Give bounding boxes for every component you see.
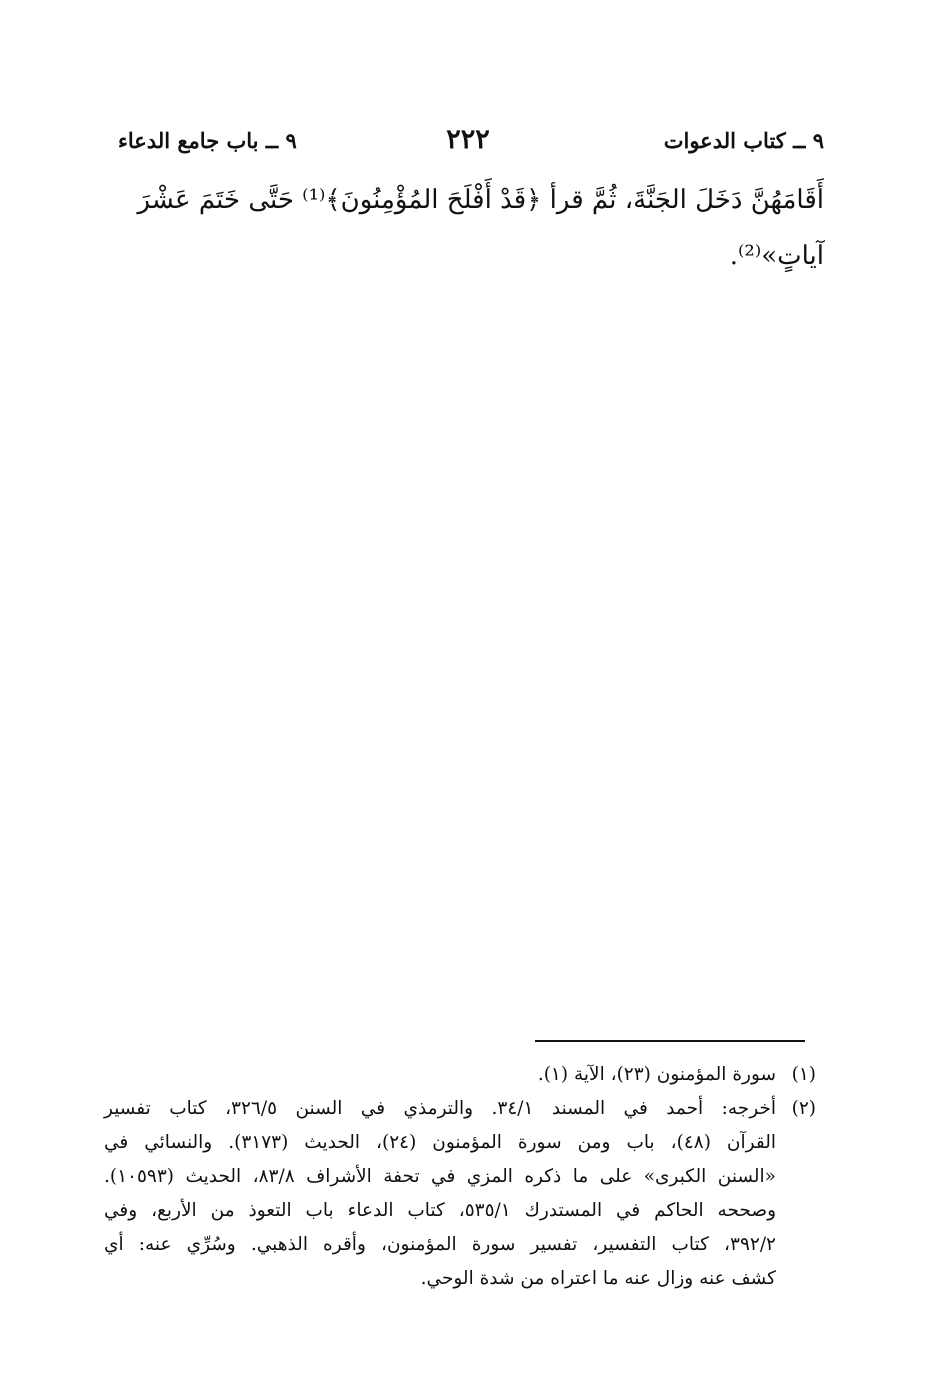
main-text-line: آياتٍ»⁽²⁾.	[729, 241, 824, 271]
footnote-line: «السنن الكبرى» على ما ذكره المزي في تحفة الأشراف ٨٣/٨، الحديث (١٠٥٩٣).	[104, 1166, 776, 1187]
footnote-line: وصححه الحاكم في المستدرك ٥٣٥/١، كتاب الدعاء باب التعوذ من الأربع، وفي	[104, 1200, 776, 1221]
footnote-2	[104, 1092, 816, 1296]
footnote-line: سورة المؤمنون (٢٣)، الآية (١).	[537, 1064, 776, 1085]
running-header	[112, 124, 824, 164]
footnote-1	[104, 1058, 816, 1092]
footnote-line: ٣٩٢/٢، كتاب التفسير، تفسير سورة المؤمنون، وأقره الذهبي. وسُرِّي عنه: أي	[104, 1234, 776, 1255]
section-title: ٩ ــ باب جامع الدعاء	[118, 128, 297, 153]
chapter-title: ٩ ــ كتاب الدعوات	[663, 128, 824, 153]
footnotes	[104, 1058, 816, 1296]
footnote-line: كشف عنه وزال عنه ما اعتراه من شدة الوحي.	[420, 1268, 776, 1289]
footnote-line: أخرجه: أحمد في المسند ٣٤/١. والترمذي في السنن ٣٢٦/٥، كتاب تفسير	[104, 1098, 776, 1119]
footnote-text	[104, 1058, 776, 1092]
footnote-separator	[535, 1040, 805, 1042]
main-text-line: أَقَامَهُنَّ دَخَلَ الجَنَّةَ، ثُمَّ قرأ ﴿قَدْ أَفْلَحَ المُؤْمِنُونَ﴾⁽¹⁾ حَتَّى خَتَمَ عَشْرَ	[137, 185, 824, 215]
footnote-number: (١)	[791, 1064, 816, 1085]
page-number: ٢٢٢	[446, 124, 490, 155]
footnote-number: (٢)	[791, 1098, 816, 1119]
footnote-line: القرآن (٤٨)، باب ومن سورة المؤمنون (٢٤)، الحديث (٣١٧٣). والنسائي في	[104, 1132, 776, 1153]
main-text	[112, 172, 824, 284]
footnote-text	[104, 1092, 776, 1296]
